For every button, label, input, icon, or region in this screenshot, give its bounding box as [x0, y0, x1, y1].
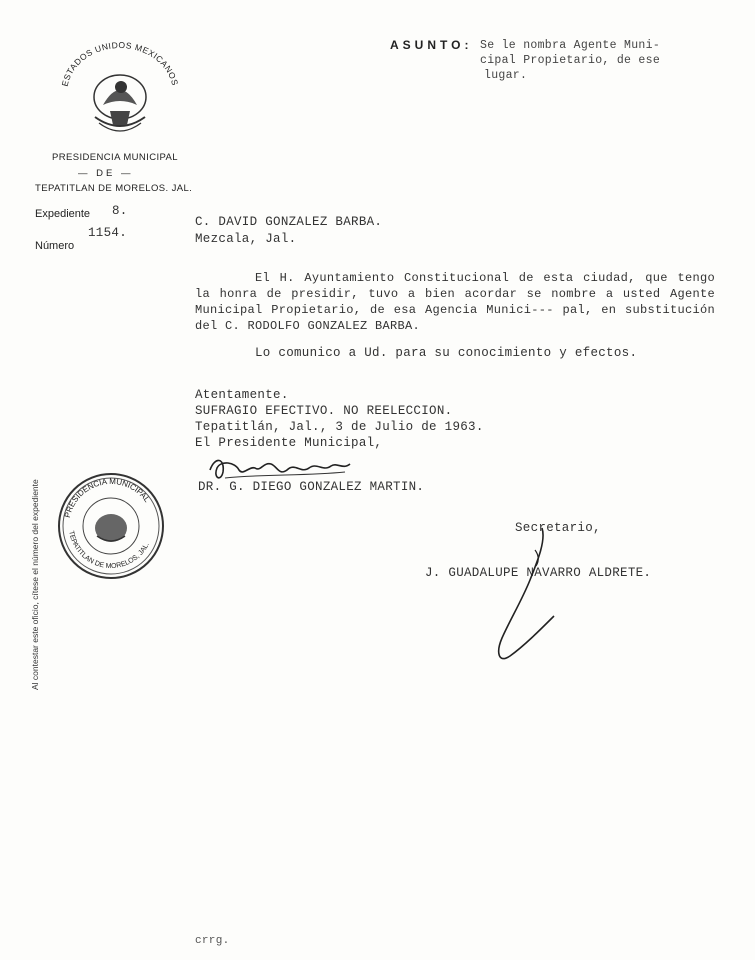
- secretary-name: J. GUADALUPE NAVARRO ALDRETE.: [425, 566, 652, 580]
- asunto-line-3: lugar.: [484, 69, 528, 82]
- side-note: Al contestar este oficio, cítese el número del expediente: [30, 479, 40, 690]
- svg-text:ESTADOS UNIDOS MEXICANOS: [60, 40, 181, 87]
- body-paragraph-2: Lo comunico a Ud. para su conocimiento y efectos.: [255, 346, 638, 360]
- numero-label: Número: [35, 240, 75, 252]
- closing-line-3: Tepatitlán, Jal., 3 de Julio de 1963.: [195, 420, 484, 434]
- president-name: DR. G. DIEGO GONZALEZ MARTIN.: [198, 480, 425, 494]
- header-line-3: TEPATITLAN DE MORELOS. JAL.: [35, 183, 193, 194]
- expediente-value: 8.: [112, 204, 128, 218]
- footer-initials: crrg.: [195, 935, 230, 947]
- header-line-2: — DE —: [78, 168, 134, 179]
- seal-bottom-text: TEPATITLAN DE MORELOS, JAL.: [67, 530, 151, 571]
- expediente-label: Expediente: [35, 208, 91, 220]
- secretary-signature: [480, 520, 570, 670]
- secretary-title: Secretario,: [515, 521, 601, 535]
- closing-line-4: El Presidente Municipal,: [195, 436, 383, 450]
- asunto-line-1: Se le nombra Agente Muni-: [480, 39, 661, 52]
- asunto-label: ASUNTO:: [390, 38, 473, 52]
- national-emblem-icon: [55, 35, 185, 145]
- closing-line-1: Atentamente.: [195, 388, 289, 402]
- addressee-place: Mezcala, Jal.: [195, 232, 297, 246]
- header-line-1: PRESIDENCIA MUNICIPAL: [52, 152, 178, 163]
- body-paragraph-1: El H. Ayuntamiento Constitucional de esta ciudad, que tengo la honra de presidir, tuvo a bien acordar se nombre a usted Agente Municipal Propietario, de esa Agencia Munici--- pal, en substitución del C. RODOLFO GONZALEZ BARBA.: [195, 271, 715, 333]
- seal-outer-text: PRESIDENCIA MUNICIPAL: [62, 476, 152, 519]
- addressee-name: C. DAVID GONZALEZ BARBA.: [195, 215, 383, 229]
- asunto-text: [480, 38, 740, 83]
- numero-value: 1154.: [88, 226, 128, 240]
- asunto-line-2: cipal Propietario, de ese: [480, 54, 661, 67]
- emblem-text: ESTADOS UNIDOS MEXICANOS: [59, 39, 181, 88]
- municipal-seal-icon: [55, 470, 167, 582]
- closing-line-2: SUFRAGIO EFECTIVO. NO REELECCION.: [195, 404, 453, 418]
